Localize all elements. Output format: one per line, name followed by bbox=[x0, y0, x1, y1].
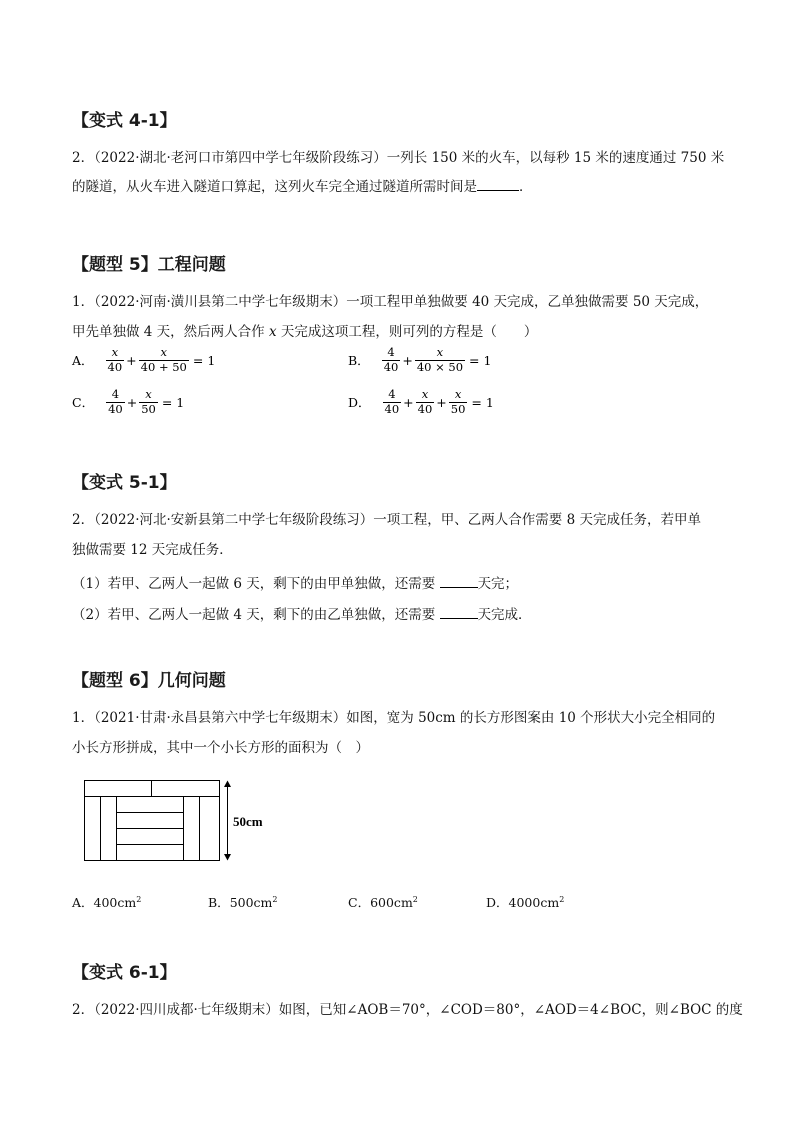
question-text: 2．（2022·四川成都·七年级期末）如图，已知∠AOB＝70°，∠COD＝80°，∠AOD＝4∠BOC，则∠BOC 的度 bbox=[72, 1002, 743, 1018]
option-b[interactable]: B．$500cm^2$ bbox=[208, 894, 278, 910]
question-text: 小长方形拼成，其中一个小长方形的面积为（ ） bbox=[72, 740, 369, 756]
answer-blank[interactable] bbox=[440, 575, 478, 588]
question-text: 独做需要 12 天完成任务． bbox=[72, 542, 233, 558]
figure-width-label: 50cm bbox=[233, 814, 263, 829]
answer-blank[interactable] bbox=[440, 606, 478, 619]
heading-type-5: 【题型 5】工程问题 bbox=[72, 255, 226, 275]
heading-type-6: 【题型 6】几何问题 bbox=[72, 671, 226, 691]
question-text: 的隧道，从火车进入隧道口算起，这列火车完全通过隧道所需时间是 ． bbox=[72, 179, 533, 195]
option-b[interactable]: B． $\frac{4}{40}$ + $\frac{x}{40 \times 50}$ = 1 bbox=[348, 345, 492, 374]
option-c[interactable]: C．$600cm^2$ bbox=[348, 894, 418, 910]
arrow-down-icon bbox=[224, 854, 231, 861]
option-a[interactable]: A． $\frac{x}{40}$ + $\frac{x}{40 + 50}$ = 1 bbox=[72, 345, 216, 374]
heading-variant-6-1: 【变式 6-1】 bbox=[72, 963, 177, 983]
question-text: 甲先单独做 4 天，然后两人合作 x 天完成这项工程，则可列的方程是（ ） bbox=[72, 324, 538, 340]
answer-blank[interactable] bbox=[477, 178, 519, 191]
question-text: 2．（2022·湖北·老河口市第四中学七年级阶段练习）一列长 150 米的火车，以每秒 15 米的速度通过 750 米 bbox=[72, 150, 725, 166]
option-d[interactable]: D．$4000cm^2$ bbox=[486, 894, 565, 910]
arrow-up-icon bbox=[224, 781, 231, 788]
heading-variant-5-1: 【变式 5-1】 bbox=[72, 473, 177, 493]
question-text: 1．（2021·甘肃·永昌县第六中学七年级期末）如图，宽为 50cm 的长方形图案由 10 个形状大小完全相同的 bbox=[72, 710, 716, 726]
option-a[interactable]: A．$400cm^2$ bbox=[72, 894, 142, 910]
question-text: 2．（2022·河北·安新县第二中学七年级阶段练习）一项工程，甲、乙两人合作需要 8 天完成任务，若甲单 bbox=[72, 512, 701, 528]
question-text: 1．（2022·河南·潢川县第二中学七年级期末）一项工程甲单独做要 40 天完成，乙单独做需要 50 天完成， bbox=[72, 294, 709, 310]
option-d[interactable]: D． $\frac{4}{40}$ + $\frac{x}{40}$ + $\frac{x}{50}$ = 1 bbox=[348, 387, 494, 416]
option-c[interactable]: C． $\frac{4}{40}$ + $\frac{x}{50}$ = 1 bbox=[72, 387, 185, 416]
sub-question-2: （2）若甲、乙两人一起做 4 天，剩下的由乙单独做，还需要 天完成． bbox=[72, 607, 532, 623]
heading-variant-4-1: 【变式 4-1】 bbox=[72, 111, 177, 131]
sub-question-1: （1）若甲、乙两人一起做 6 天，剩下的由甲单独做，还需要 天完； bbox=[72, 576, 519, 592]
